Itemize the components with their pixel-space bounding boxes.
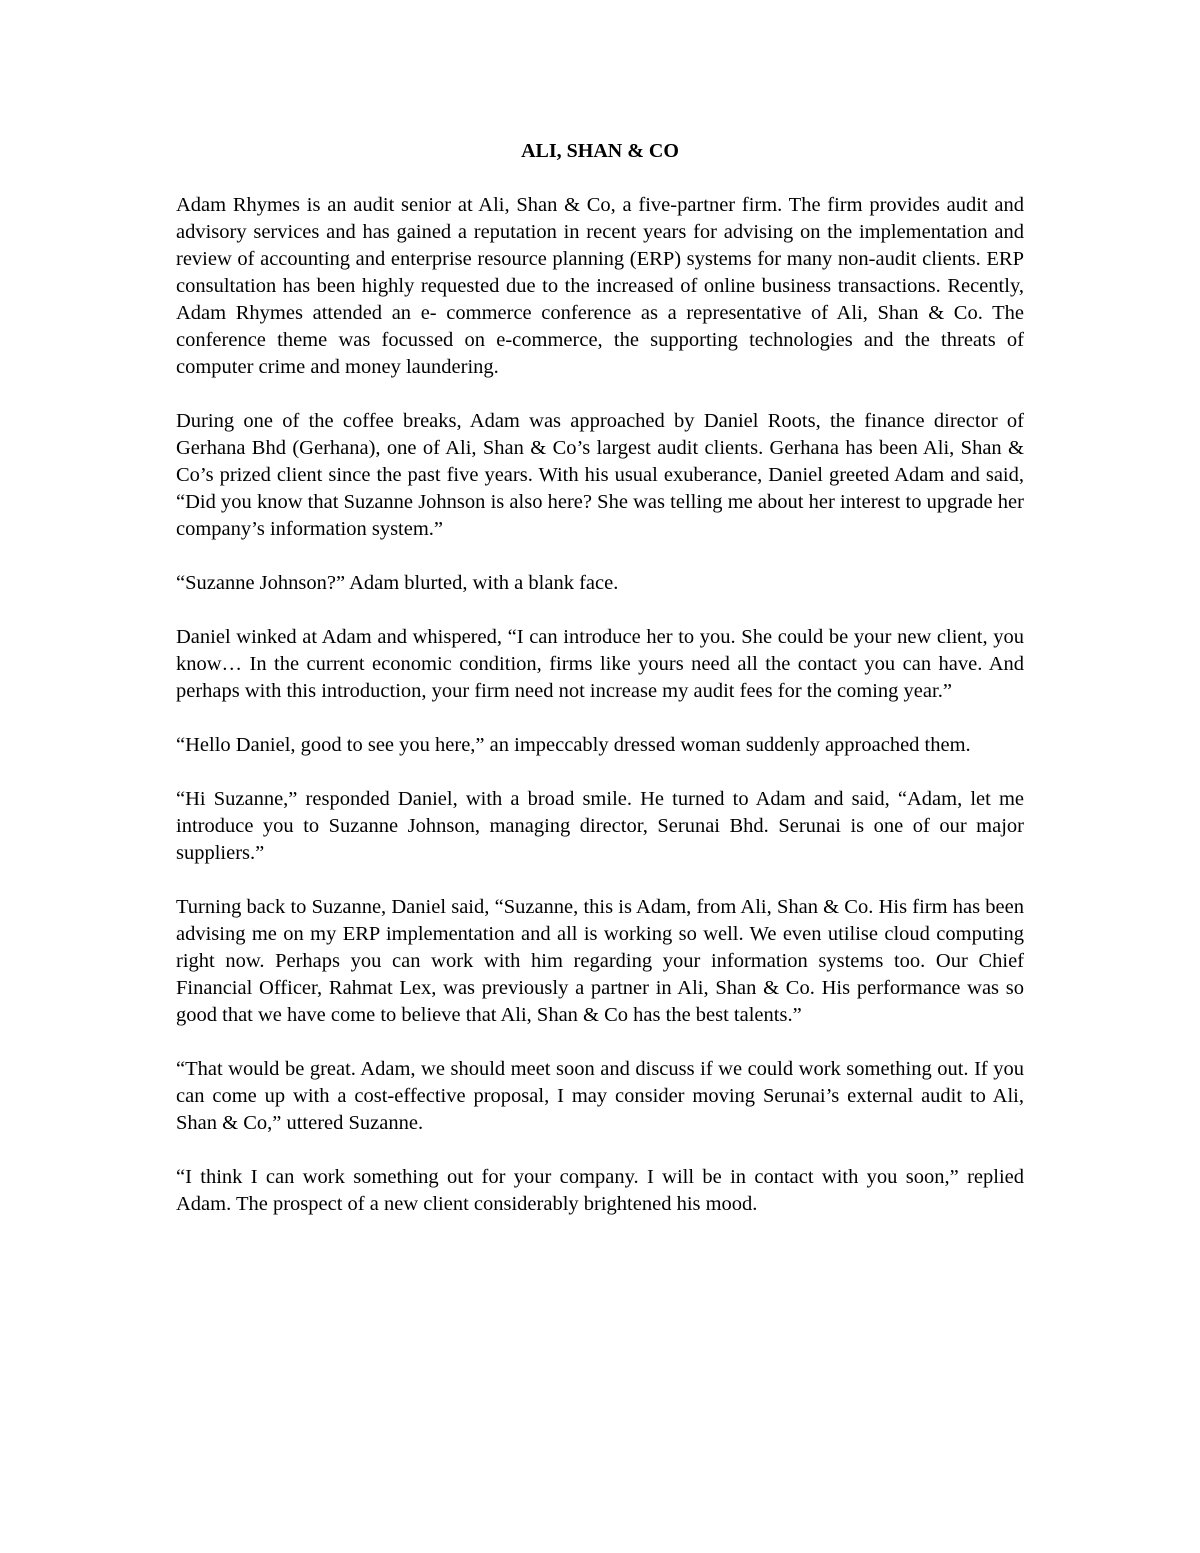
paragraph-daniel-pitch: Turning back to Suzanne, Daniel said, “Suzanne, this is Adam, from Ali, Shan & Co. His firm has been advising me on my ERP implementation and all is working so well. We even utilise cloud computing right now. Perhaps you can work with him regarding your information systems too. Our Chief Financial Officer, Rahmat Lex, was previously a partner in Ali, Shan & Co. His performance was so good that we have come to believe that Ali, Shan & Co has the best talents.” xyxy=(176,896,1024,1026)
document-page xyxy=(176,138,1024,1245)
document-title: ALI, SHAN & CO xyxy=(521,140,679,162)
paragraph-adam-response: “I think I can work something out for your company. I will be in contact with you soon,” replied Adam. The prospect of a new client considerably brightened his mood. xyxy=(176,1166,1024,1215)
paragraph-suzanne-offer: “That would be great. Adam, we should meet soon and discuss if we could work something out. If you can come up with a cost-effective proposal, I may consider moving Serunai’s external audit to Ali, Shan & Co,” uttered Suzanne. xyxy=(176,1058,1024,1134)
paragraph-intro: Adam Rhymes is an audit senior at Ali, Shan & Co, a five-partner firm. The firm provides audit and advisory services and has gained a reputation in recent years for advising on the implementation and review of accounting and enterprise resource planning (ERP) systems for many non-audit clients. ERP consultation has been highly requested due to the increased of online business transactions. Recently, Adam Rhymes attended an e- commerce conference as a representative of Ali, Shan & Co. The conference theme was focussed on e-commerce, the supporting technologies and the threats of computer crime and money laundering. xyxy=(176,194,1024,378)
paragraph-introduction: “Hi Suzanne,” responded Daniel, with a broad smile. He turned to Adam and said, “Adam, let me introduce you to Suzanne Johnson, managing director, Serunai Bhd. Serunai is one of our major suppliers.” xyxy=(176,788,1024,864)
paragraph-adam-reply: “Suzanne Johnson?” Adam blurted, with a blank face. xyxy=(176,572,619,594)
paragraph-suzanne-greeting: “Hello Daniel, good to see you here,” an impeccably dressed woman suddenly approached them. xyxy=(176,734,971,756)
paragraph-daniel-whisper: Daniel winked at Adam and whispered, “I can introduce her to you. She could be your new client, you know… In the current economic condition, firms like yours need all the contact you can have. And perhaps with this introduction, your firm need not increase my audit fees for the coming year.” xyxy=(176,626,1024,702)
paragraph-coffee-break: During one of the coffee breaks, Adam was approached by Daniel Roots, the finance director of Gerhana Bhd (Gerhana), one of Ali, Shan & Co’s largest audit clients. Gerhana has been Ali, Shan & Co’s prized client since the past five years. With his usual exuberance, Daniel greeted Adam and said, “Did you know that Suzanne Johnson is also here? She was telling me about her interest to upgrade her company’s information system.” xyxy=(176,410,1024,540)
